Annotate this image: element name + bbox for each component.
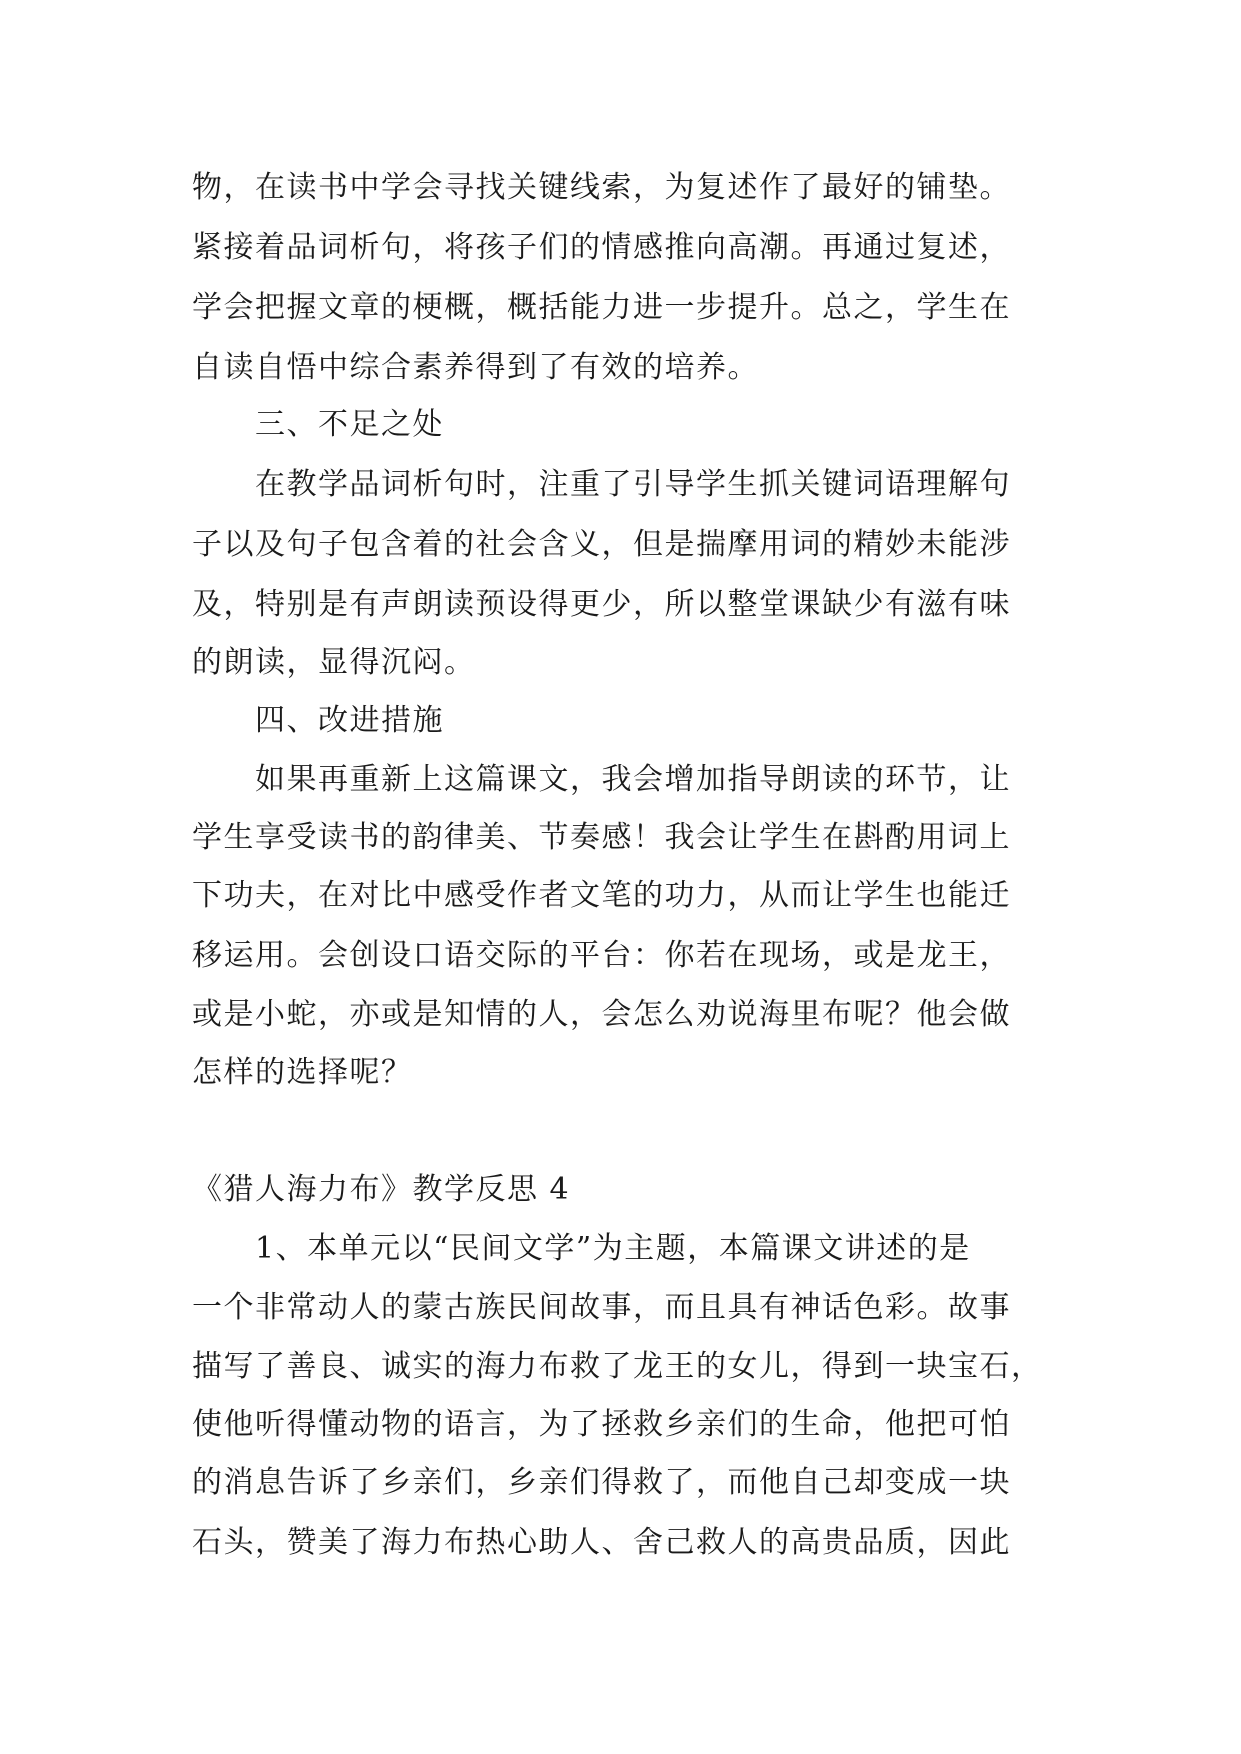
paragraph-line: 或是小蛇，亦或是知情的人，会怎么劝说海里布呢？他会做	[192, 997, 1011, 1032]
paragraph-line: 自读自悟中综合素养得到了有效的培养。	[192, 350, 759, 385]
paragraph-line: 石头，赞美了海力布热心助人、舍己救人的高贵品质，因此	[192, 1525, 1011, 1560]
paragraph-line: 物，在读书中学会寻找关键线索，为复述作了最好的铺垫。	[192, 170, 1011, 205]
section-heading-improvements: 四、改进措施	[255, 703, 444, 738]
paragraph-line: 及，特别是有声朗读预设得更少，所以整堂课缺少有滋有味	[192, 587, 1011, 622]
paragraph-line: 移运用。会创设口语交际的平台：你若在现场，或是龙王，	[192, 938, 1011, 973]
paragraph-line: 学生享受读书的韵律美、节奏感！我会让学生在斟酌用词上	[192, 820, 1011, 855]
paragraph-line: 1、本单元以“民间文学”为主题，本篇课文讲述的是	[255, 1231, 971, 1266]
paragraph-line: 的消息告诉了乡亲们，乡亲们得救了，而他自己却变成一块	[192, 1465, 1011, 1500]
paragraph-line: 学会把握文章的梗概，概括能力进一步提升。总之，学生在	[192, 290, 1011, 325]
document-title: 《猎人海力布》教学反思 4	[192, 1172, 571, 1207]
paragraph-line: 怎样的选择呢？	[192, 1055, 413, 1090]
paragraph-line: 紧接着品词析句，将孩子们的情感推向高潮。再通过复述，	[192, 230, 1011, 265]
paragraph-line: 在教学品词析句时，注重了引导学生抓关键词语理解句	[255, 467, 1011, 502]
section-heading-shortcomings: 三、不足之处	[255, 407, 444, 442]
paragraph-line: 描写了善良、诚实的海力布救了龙王的女儿，得到一块宝石，	[192, 1349, 1043, 1384]
paragraph-line: 一个非常动人的蒙古族民间故事，而且具有神话色彩。故事	[192, 1290, 1011, 1325]
paragraph-line: 使他听得懂动物的语言，为了拯救乡亲们的生命，他把可怕	[192, 1407, 1011, 1442]
paragraph-line: 如果再重新上这篇课文，我会增加指导朗读的环节，让	[255, 762, 1011, 797]
paragraph-line: 的朗读，显得沉闷。	[192, 645, 476, 680]
paragraph-line: 下功夫，在对比中感受作者文笔的功力，从而让学生也能迁	[192, 878, 1011, 913]
paragraph-line: 子以及句子包含着的社会含义，但是揣摩用词的精妙未能涉	[192, 527, 1011, 562]
